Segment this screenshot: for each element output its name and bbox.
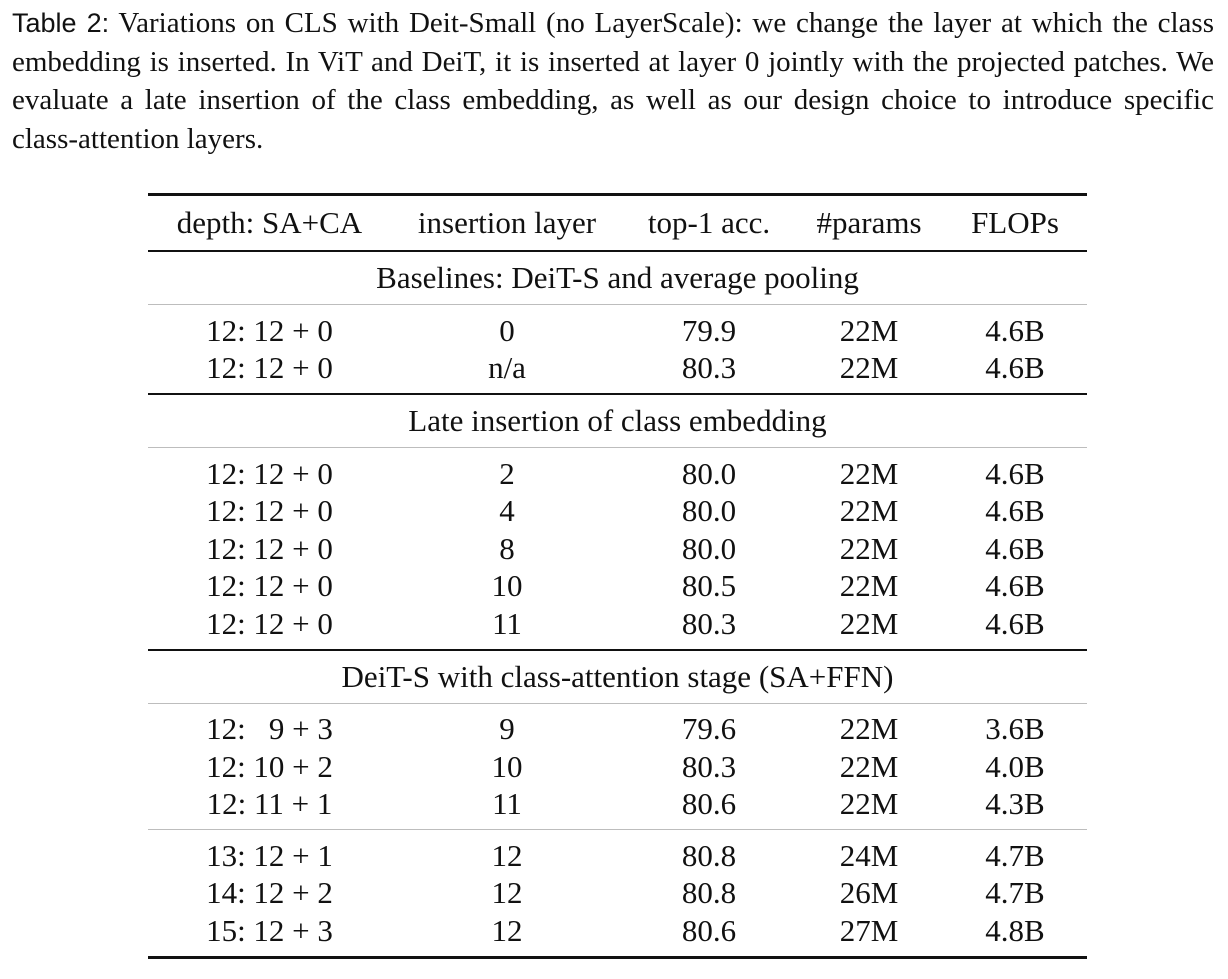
cell-top1-acc: 80.5 [681,568,737,604]
cell-insertion-layer: 4 [499,493,515,529]
table-row [148,875,1087,913]
section-header-row [148,394,1087,448]
cell-depth: 12: 9 + 3 [148,703,391,748]
header-flops: FLOPs [943,195,1087,252]
caption-label: Table 2: [12,8,110,38]
cell-flops: 4.6B [985,530,1045,566]
table-row [148,568,1087,606]
table-row [148,703,1087,748]
cell-flops: 4.7B [985,875,1045,911]
cell-top1-acc: 80.3 [681,605,737,641]
table-caption [12,4,1214,158]
section-title: Late insertion of class embedding [148,394,1087,448]
cell-depth: 12: 12 + 0 [206,530,333,566]
table-row [148,786,1087,830]
cell-params: 27M [795,912,943,957]
caption-text: Variations on CLS with Deit-Small (no LayerScale): we change the layer at which the class embedding is inserted. In ViT and DeiT, it is inserted at layer 0 jointly with the projected patches. We evaluate a late insertion of the class embedding, as well as our design choice to introduce specific class-attention layers. [12,7,1214,155]
cell-top1-acc: 80.8 [623,830,795,875]
cell-depth: 12: 12 + 0 [148,448,391,493]
cell-params: 22M [795,703,943,748]
section-title: Baselines: DeiT-S and average pooling [376,260,859,295]
header-insertion-layer: insertion layer [391,195,623,252]
section-title: DeiT-S with class-attention stage (SA+FFN) [148,650,1087,704]
cell-params: 22M [839,530,899,566]
cell-flops: 4.7B [943,830,1087,875]
results-table-container [148,193,1087,959]
cell-insertion-layer: 12 [391,830,623,875]
table-row [148,830,1087,875]
cell-depth: 12: 12 + 0 [206,493,333,529]
section-header-row [148,650,1087,704]
cell-top1-acc: 80.3 [681,350,737,386]
cell-top1-acc: 80.6 [623,912,795,957]
cell-flops: 4.6B [985,493,1045,529]
cell-insertion-layer: 11 [492,786,522,822]
cell-flops: 4.8B [943,912,1087,957]
cell-params: 22M [839,568,899,604]
cell-params: 24M [795,830,943,875]
cell-depth: 12: 11 + 1 [206,786,333,822]
cell-depth: 13: 12 + 1 [148,830,391,875]
cell-depth: 15: 12 + 3 [148,912,391,957]
cell-depth: 12: 10 + 2 [206,748,333,784]
cell-top1-acc: 80.0 [681,530,737,566]
table-row [148,448,1087,493]
cell-insertion-layer: 2 [391,448,623,493]
section-header-row [148,251,1087,305]
cell-insertion-layer: 10 [491,568,523,604]
cell-flops: 3.6B [943,703,1087,748]
cell-params: 22M [839,350,899,386]
header-params: #params [795,195,943,252]
cell-insertion-layer: 0 [391,305,623,350]
cell-params: 22M [839,786,899,822]
cell-params: 22M [839,605,899,641]
table-row [148,748,1087,786]
cell-flops: 4.3B [985,786,1045,822]
results-table [148,193,1087,959]
cell-insertion-layer: 12 [491,875,523,911]
cell-flops: 4.6B [943,448,1087,493]
cell-flops: 4.6B [943,305,1087,350]
table-body [148,251,1087,957]
cell-insertion-layer: 9 [391,703,623,748]
table-row [148,305,1087,350]
cell-flops: 4.6B [985,350,1045,386]
cell-depth: 12: 12 + 0 [206,605,333,641]
cell-top1-acc: 80.6 [681,786,737,822]
cell-params: 22M [839,493,899,529]
cell-params: 22M [839,748,899,784]
header-depth: depth: SA+CA [148,195,391,252]
cell-params: 22M [795,448,943,493]
cell-insertion-layer: n/a [488,350,526,386]
cell-top1-acc: 80.3 [681,748,737,784]
table-row [148,493,1087,531]
cell-params: 26M [839,875,899,911]
cell-flops: 4.6B [985,605,1045,641]
cell-depth: 12: 12 + 0 [148,305,391,350]
cell-depth: 12: 12 + 0 [206,350,333,386]
cell-flops: 4.6B [985,568,1045,604]
cell-top1-acc: 79.9 [623,305,795,350]
cell-depth: 12: 12 + 0 [206,568,333,604]
cell-top1-acc: 79.6 [623,703,795,748]
cell-top1-acc: 80.8 [681,875,737,911]
cell-flops: 4.0B [985,748,1045,784]
cell-top1-acc: 80.0 [623,448,795,493]
table-row [148,605,1087,650]
table-row [148,530,1087,568]
header-row [148,195,1087,252]
cell-top1-acc: 80.0 [681,493,737,529]
cell-params: 22M [795,305,943,350]
cell-insertion-layer: 10 [491,748,523,784]
header-top1-acc: top-1 acc. [623,195,795,252]
table-row [148,912,1087,957]
cell-insertion-layer: 11 [492,605,522,641]
cell-insertion-layer: 8 [499,530,515,566]
cell-depth: 14: 12 + 2 [206,875,333,911]
cell-insertion-layer: 12 [391,912,623,957]
table-row [148,350,1087,395]
